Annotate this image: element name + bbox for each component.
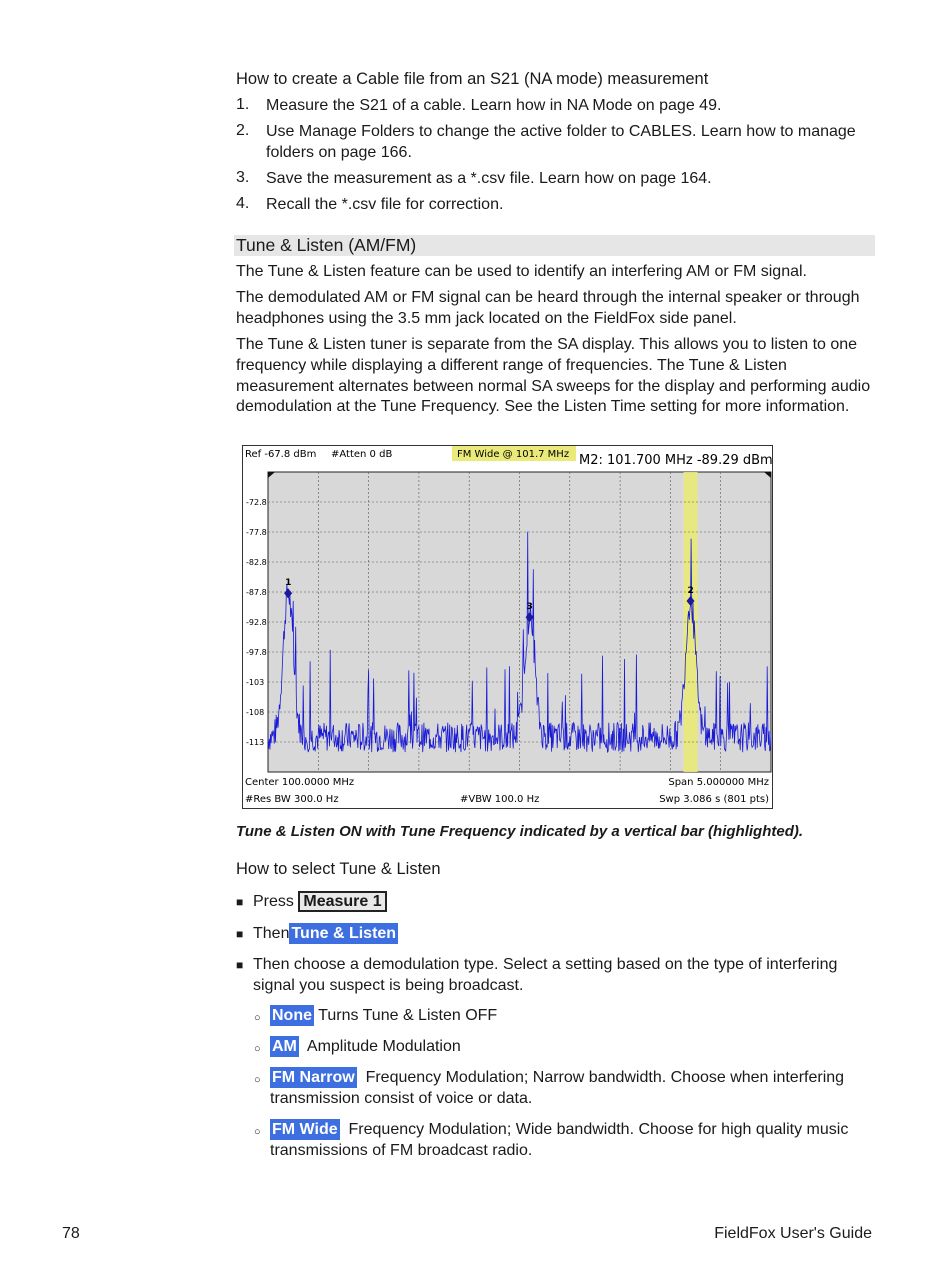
measure-hardkey: Measure 1	[298, 891, 386, 912]
spectrum-plot	[246, 472, 771, 772]
option-fm-narrow	[270, 1067, 860, 1109]
am-softkey: AM	[272, 1038, 297, 1055]
press-measure-step	[253, 891, 878, 912]
figure-caption: Tune & Listen ON with Tune Frequency indicated by a vertical bar (highlighted).	[236, 823, 804, 840]
step-text: Recall the *.csv file for correction.	[266, 196, 504, 213]
option-desc: Turns Tune & Listen OFF	[318, 1007, 498, 1024]
vbw-label: #VBW 100.0 Hz	[460, 794, 540, 805]
marker-readout: M2: 101.700 MHz -89.29 dBm	[579, 453, 773, 468]
y-tick-label: -113	[246, 738, 265, 747]
paragraph: The Tune & Listen feature can be used to identify an interfering AM or FM signal.	[236, 263, 807, 280]
sub-bullet-marker: ○	[254, 1012, 261, 1024]
step-number: 1.	[236, 96, 250, 113]
step-number: 2.	[236, 122, 250, 139]
y-tick-label: -82.8	[246, 558, 267, 567]
step-text: Measure the S21 of a cable. Learn how in NA Mode on page 49.	[266, 97, 722, 114]
option-desc: Frequency Modulation; Wide bandwidth. Choose for high quality music transmissions of FM broadcast radio.	[270, 1121, 853, 1159]
atten-label: #Atten 0 dB	[331, 449, 393, 460]
y-tick-label: -77.8	[246, 528, 267, 537]
sub-bullet-marker: ○	[254, 1126, 261, 1138]
choose-demod-text: Then choose a demodulation type. Select a setting based on the type of interfering signal you suspect is being broadcast.	[253, 956, 838, 994]
bullet-marker: ■	[236, 927, 244, 941]
tune-listen-step	[253, 923, 878, 944]
page-number: 78	[62, 1225, 80, 1242]
ref-level-label: Ref -67.8 dBm	[245, 449, 317, 460]
bullet-marker: ■	[236, 958, 244, 972]
center-frequency-label: Center 100.0000 MHz	[245, 777, 355, 788]
y-tick-label: -97.8	[246, 648, 267, 657]
marker-label: 3	[526, 602, 533, 613]
sub-bullet-marker: ○	[254, 1074, 261, 1086]
sub-bullet-marker: ○	[254, 1043, 261, 1055]
cable-file-heading: How to create a Cable file from an S21 (NA mode) measurement	[236, 70, 709, 88]
select-tune-listen-heading: How to select Tune & Listen	[236, 860, 441, 878]
tune-listen-softkey: Tune & Listen	[291, 925, 397, 942]
step-text: Save the measurement as a *.csv file. Learn how on page 164.	[266, 170, 712, 187]
option-am	[270, 1036, 860, 1057]
y-tick-label: -92.8	[246, 618, 267, 627]
marker-label: 2	[687, 585, 694, 596]
option-desc: Amplitude Modulation	[303, 1038, 461, 1055]
step-number: 4.	[236, 195, 250, 212]
y-tick-label: -108	[246, 708, 265, 717]
paragraph: The Tune & Listen tuner is separate from the SA display. This allows you to listen to one frequency while displaying a different range of frequencies. The Tune & Listen measurement alternates between normal SA sweeps for the display and performing audio demodulation at the Tune Frequency. See the Listen Time setting for more information.	[236, 336, 871, 416]
none-softkey: None	[272, 1007, 312, 1024]
fm-wide-softkey: FM Wide	[272, 1121, 338, 1138]
tune-frequency-label: FM Wide @ 101.7 MHz	[457, 449, 570, 460]
sweep-label: Swp 3.086 s (801 pts)	[659, 794, 769, 805]
marker-label: 1	[285, 578, 292, 589]
option-fm-wide	[270, 1119, 860, 1161]
step-text: Use Manage Folders to change the active folder to CABLES. Learn how to manage folders on page 166.	[266, 123, 856, 161]
option-desc: Frequency Modulation; Narrow bandwidth. Choose when interfering transmission consist of voice or data.	[270, 1069, 849, 1107]
paragraph: The demodulated AM or FM signal can be heard through the internal speaker or through headphones using the 3.5 mm jack located on the FieldFox side panel.	[236, 289, 860, 327]
guide-title: FieldFox User's Guide	[714, 1225, 872, 1242]
spectrum-screenshot	[242, 445, 773, 809]
y-tick-label: -72.8	[246, 498, 267, 507]
option-none	[270, 1005, 860, 1026]
press-label: Press	[253, 893, 294, 910]
fm-narrow-softkey: FM Narrow	[272, 1069, 355, 1086]
y-tick-label: -103	[246, 678, 265, 687]
then-label: Then	[253, 925, 290, 942]
section-title: Tune & Listen (AM/FM)	[236, 235, 417, 255]
bullet-marker: ■	[236, 895, 244, 909]
span-label: Span 5.000000 MHz	[668, 777, 769, 788]
step-number: 3.	[236, 169, 250, 186]
y-tick-label: -87.8	[246, 588, 267, 597]
res-bw-label: #Res BW 300.0 Hz	[245, 794, 339, 805]
